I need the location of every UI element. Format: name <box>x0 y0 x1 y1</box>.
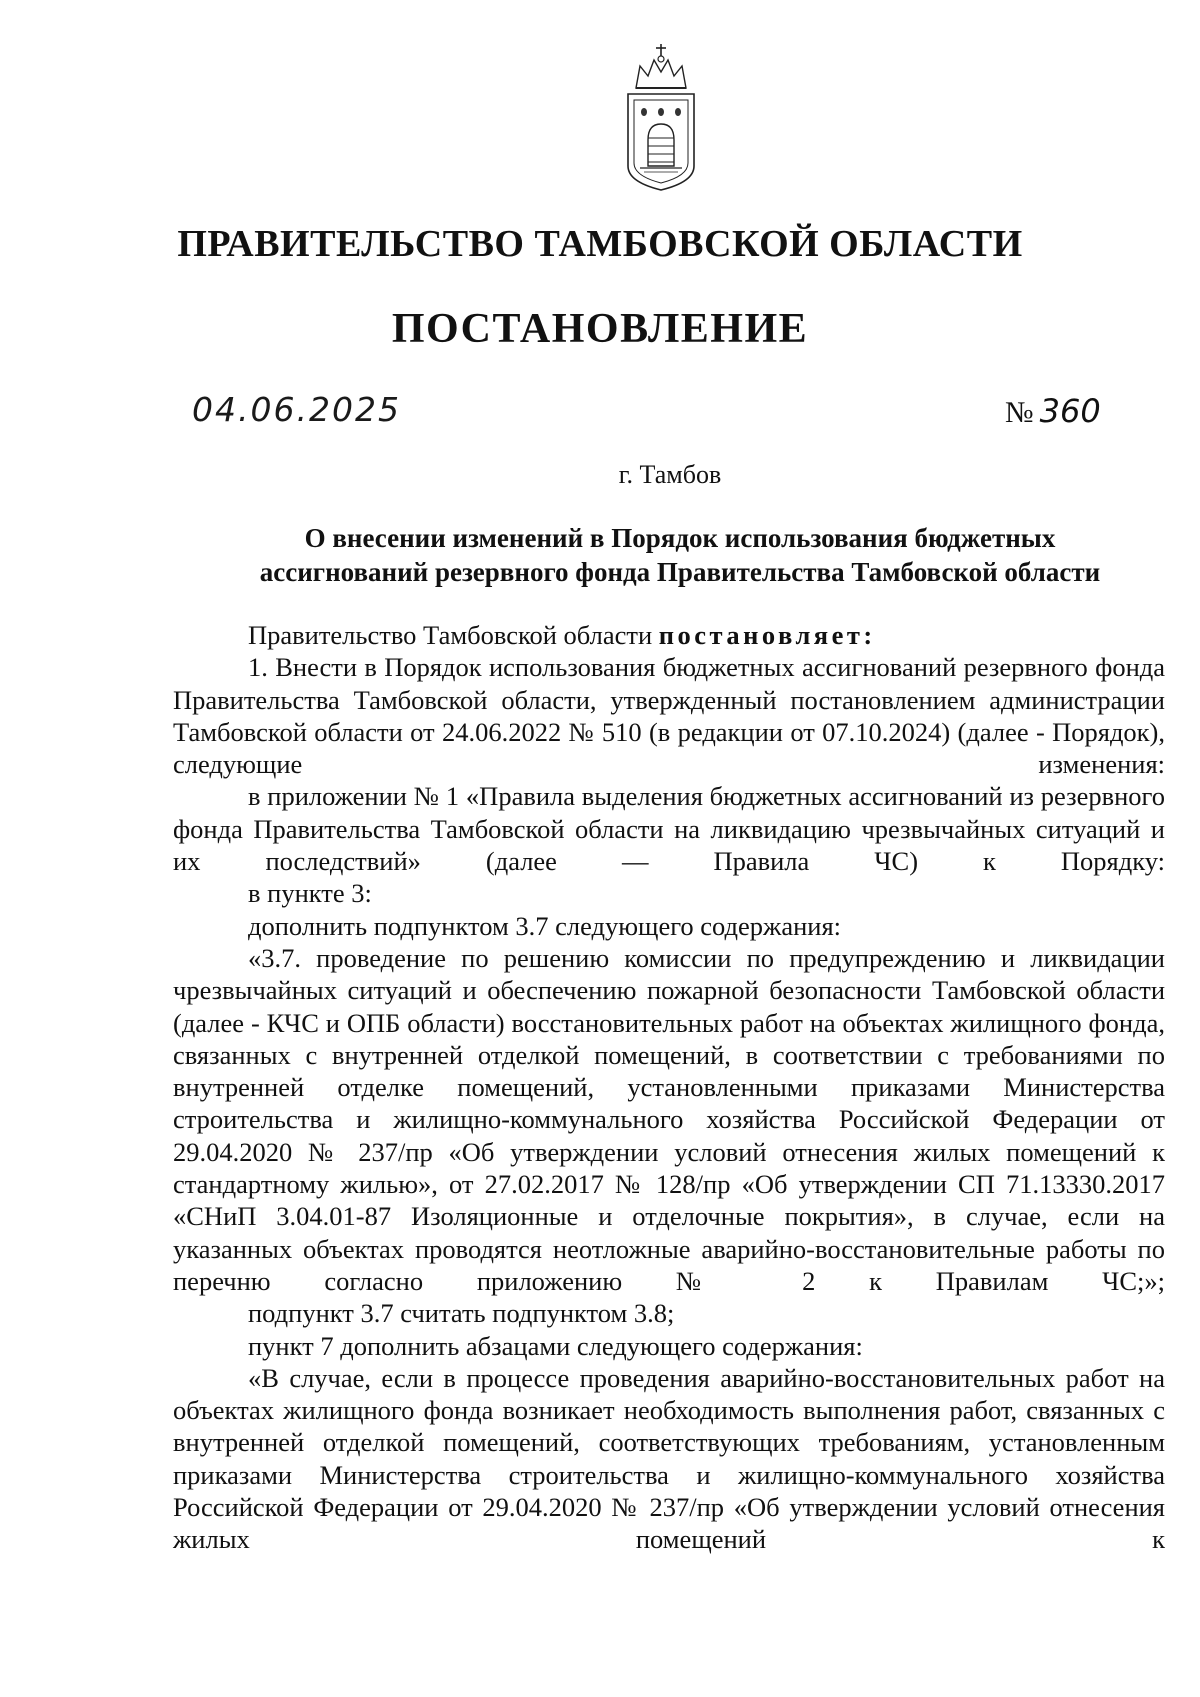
title-line-2: ассигнований резервного фонда Правительства Тамбовской области <box>259 557 1101 587</box>
document-date: 04.06.2025 <box>192 390 401 429</box>
government-name: ПРАВИТЕЛЬСТВО ТАМБОВСКОЙ ОБЛАСТИ <box>177 223 1023 265</box>
number-value: 360 <box>1039 392 1101 430</box>
paragraph-4: дополнить подпунктом 3.7 следующего содержания: <box>248 910 842 941</box>
paragraph-6: подпункт 3.7 считать подпунктом 3.8; <box>248 1298 675 1329</box>
preamble <box>173 619 1165 651</box>
document-body <box>173 619 1165 1556</box>
coat-of-arms-icon <box>622 42 700 192</box>
paragraph-3: в пункте 3: <box>248 878 372 909</box>
title-line-1: О внесении изменений в Порядок использования бюджетных <box>304 523 1056 553</box>
paragraph-2: в приложении № 1 «Правила выделения бюджетных ассигнований из резервного фонда Правительства Тамбовской области на ликвидацию чрезвычайных ситуаций и их последствий» (далее — Правила ЧС) к Порядку: <box>173 781 1165 877</box>
preamble-text: Правительство Тамбовской области <box>248 620 659 650</box>
city: г. Тамбов <box>618 460 722 489</box>
document-type: ПОСТАНОВЛЕНИЕ <box>391 306 809 352</box>
paragraph-1: 1. Внести в Порядок использования бюджетных ассигнований резервного фонда Правительства Тамбовской области, утвержденный постановлением администрации Тамбовской области от 24.06.2022 № 510 (в редакции от 07.10.2024) (далее - Порядок), следующие изменения: <box>173 652 1165 780</box>
preamble-resolves: постановляет: <box>658 620 876 650</box>
document-number <box>1005 392 1101 430</box>
document-title <box>200 521 1160 589</box>
paragraph-5: «3.7. проведение по решению комиссии по предупреждению и ликвидации чрезвычайных ситуаций и обеспечению пожарной безопасности Тамбовской области (далее - КЧС и ОПБ области) восстановительных работ на объектах жилищного фонда, связанных с внутренней отделкой помещений, в соответствии с требованиями по внутренней отделке помещений, установленными приказами Министерства строительства и жилищно-коммунального хозяйства Российской Федерации от 29.04.2020 № 237/пр «Об утверждении условий отнесения жилых помещений к стандартному жилью», от 27.02.2017 № 128/пр «Об утверждении СП 71.13330.2017 «СНиП 3.04.01-87 Изоляционные и отделочные покрытия», в случае, если на указанных объектах проводятся неотложные аварийно-восстановительные работы по перечню согласно приложению № 2 к Правилам ЧС;»; <box>173 942 1165 1296</box>
paragraph-7: пункт 7 дополнить абзацами следующего содержания: <box>248 1330 863 1361</box>
number-sign: № <box>1005 396 1034 429</box>
paragraph-8: «В случае, если в процессе проведения аварийно-восстановительных работ на объектах жилищного фонда возникает необходимость выполнения работ, связанных с внутренней отделкой помещений, соответствующих требованиям, установленным приказами Министерства строительства и жилищно-коммунального хозяйства Российской Федерации от 29.04.2020 № 237/пр «Об утверждении условий отнесения жилых помещений к <box>173 1362 1165 1555</box>
